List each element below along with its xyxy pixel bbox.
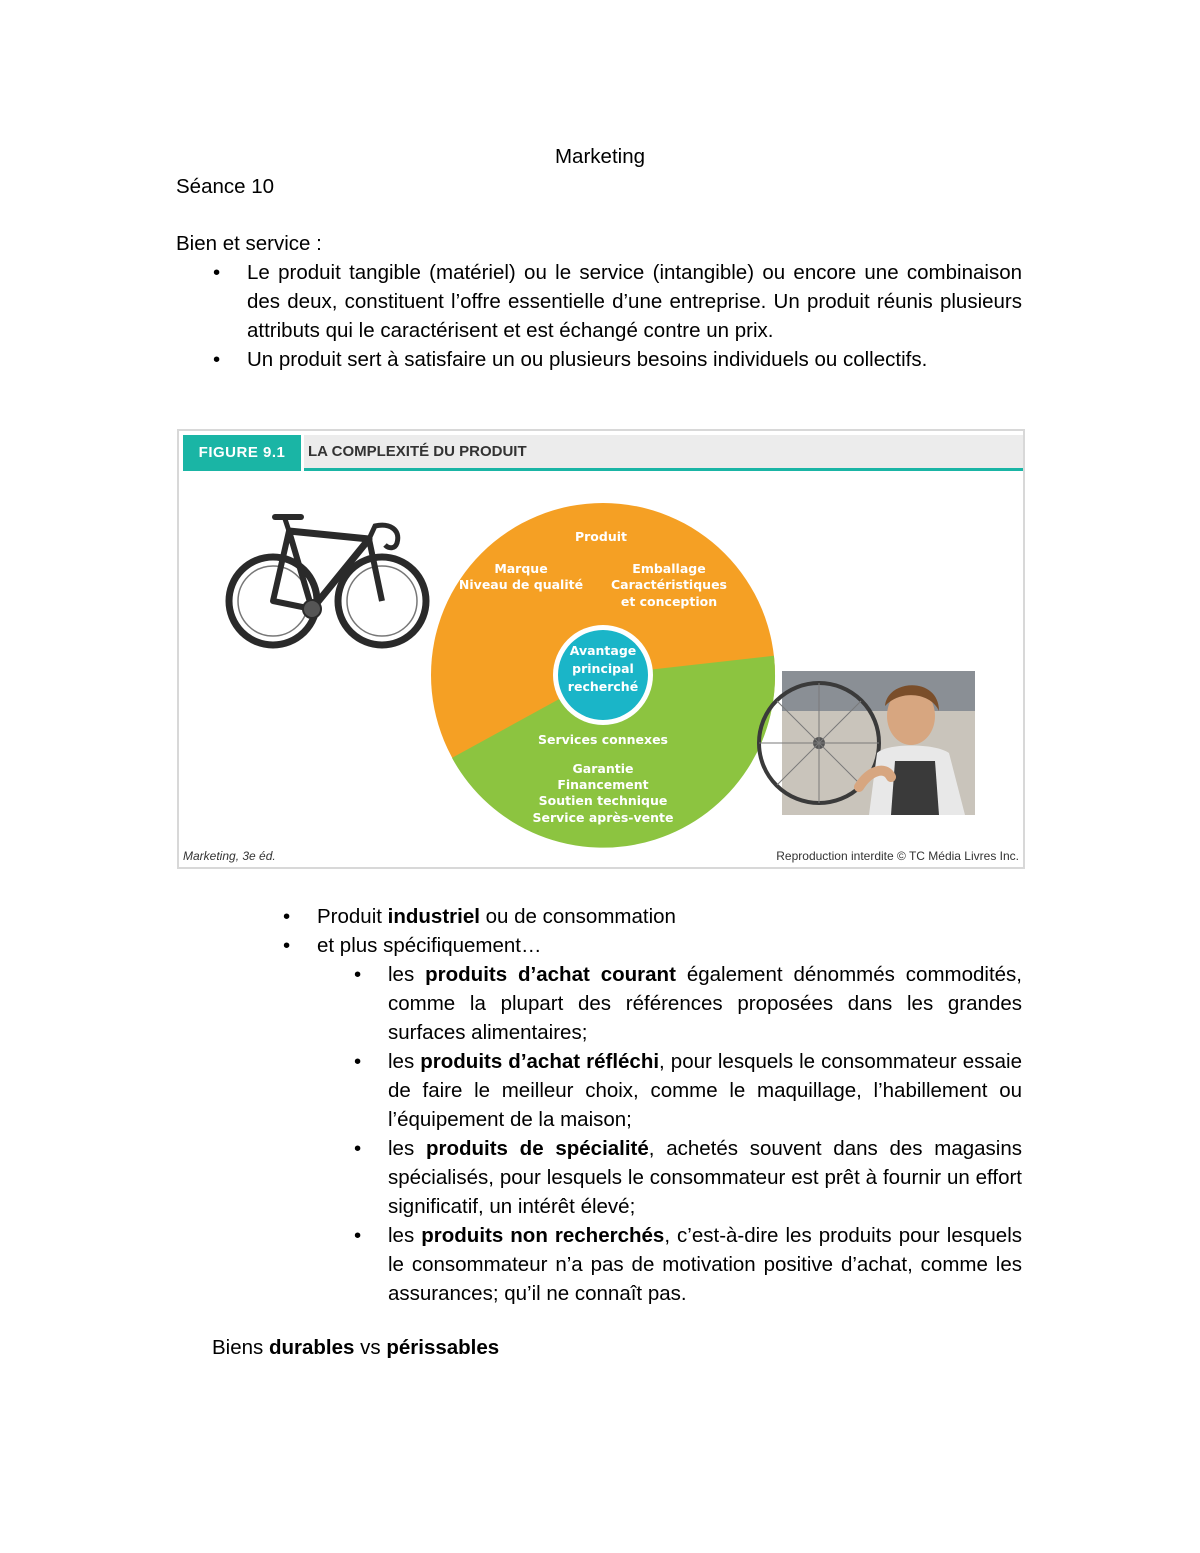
list-item — [283, 931, 1022, 960]
marque-label: Marque — [494, 561, 548, 576]
qualite-label: Niveau de qualité — [458, 577, 584, 592]
bullet-icon: • — [354, 1137, 362, 1160]
figure-tag: FIGURE 9.1 — [183, 435, 301, 471]
list-item — [213, 345, 1022, 374]
session-label: Séance 10 — [176, 175, 275, 198]
figure-copyright: Reproduction interdite © TC Média Livres Inc. — [776, 849, 1019, 863]
caracteristiques-label: Caractéristiques — [611, 577, 727, 592]
list-item — [354, 960, 1023, 1047]
bullet-icon: • — [354, 963, 362, 986]
list-item-text: , achetés souvent dans des magasins spécialisés, pour lesquels le consommateur est prêt à fournir un effort significatif, un intérêt élevé; — [388, 1137, 1023, 1218]
heading-bold: périssables — [386, 1336, 500, 1359]
list-item-text: et plus spécifiquement… — [317, 934, 542, 957]
soutien-label: Soutien technique — [538, 793, 668, 808]
list-item-text: les — [388, 1050, 421, 1073]
conception-label: et conception — [620, 594, 718, 609]
list-item-text: les — [388, 963, 426, 986]
heading-text: vs — [354, 1336, 387, 1359]
list-item-text: Le produit tangible (matériel) ou le service (intangible) ou encore une combinaison des deux, constituent l’offre essentielle d’une entreprise. Un produit réunis plusieurs attributs qui le caractérisent et est échangé contre un prix. — [247, 261, 1022, 342]
list-item-bold: produits d’achat courant — [425, 963, 676, 986]
figure-title: LA COMPLEXITÉ DU PRODUIT — [304, 435, 1024, 471]
list-item-text: , c’est-à-dire les produits pour lesquels le consommateur n’a pas de motivation positive d’achat, comme les assurances; qu’il ne connaît pas. — [388, 1224, 1022, 1305]
product-type-list — [283, 902, 1022, 960]
intro-bullet-list — [213, 258, 1022, 374]
list-item — [354, 1047, 1023, 1134]
list-item-text: les — [388, 1224, 422, 1247]
figure-drawing — [179, 431, 1023, 867]
mechanic-photo — [759, 671, 975, 815]
heading-bold: durables — [268, 1336, 355, 1359]
produit-label: Produit — [574, 529, 628, 544]
avantage-label: Avantage — [569, 643, 637, 658]
bullet-icon: • — [213, 261, 221, 284]
list-item-bold: industriel — [387, 905, 480, 928]
list-item-bold: produits non recherchés — [421, 1224, 665, 1247]
list-item-bold: produits de spécialité — [425, 1137, 649, 1160]
list-item — [354, 1134, 1023, 1221]
bicycle-icon — [229, 517, 426, 645]
list-item-text: , pour lesquels le consommateur essaie de faire le meilleur choix, comme le maquillage, l’habillement ou l’équipement de la maison; — [388, 1050, 1023, 1131]
services-title: Services connexes — [537, 732, 669, 747]
figure-source: Marketing, 3e éd. — [183, 849, 276, 863]
bullet-icon: • — [354, 1224, 362, 1247]
emballage-label: Emballage — [632, 561, 706, 576]
list-item-text: Produit — [317, 905, 388, 928]
apres-vente-label: Service après-vente — [532, 810, 674, 825]
page-title: Marketing — [554, 145, 645, 168]
list-item-text: ou de consommation — [479, 905, 676, 928]
bullet-icon: • — [283, 905, 291, 928]
garantie-label: Garantie — [572, 761, 634, 776]
list-item-text: également dénommés commodités, comme la plupart des références proposées dans les grandes surfaces alimentaires; — [388, 963, 1023, 1044]
bullet-icon: • — [283, 934, 291, 957]
principal-label: principal — [572, 661, 634, 676]
financement-label: Financement — [557, 777, 649, 792]
list-item-text: les — [388, 1137, 426, 1160]
product-subtype-list — [354, 960, 1023, 1308]
bullet-icon: • — [354, 1050, 362, 1073]
durables-heading — [212, 1333, 499, 1362]
heading-text: Biens — [212, 1336, 269, 1359]
list-item — [354, 1221, 1022, 1308]
list-item-bold: produits d’achat réfléchi — [420, 1050, 660, 1073]
recherche-label: recherché — [567, 679, 639, 694]
list-item — [213, 258, 1022, 345]
list-item — [283, 902, 1022, 931]
section-heading: Bien et service : — [176, 232, 322, 255]
list-item-text: Un produit sert à satisfaire un ou plusieurs besoins individuels ou collectifs. — [247, 348, 928, 371]
figure-product-complexity — [177, 429, 1025, 869]
bullet-icon: • — [213, 348, 221, 371]
